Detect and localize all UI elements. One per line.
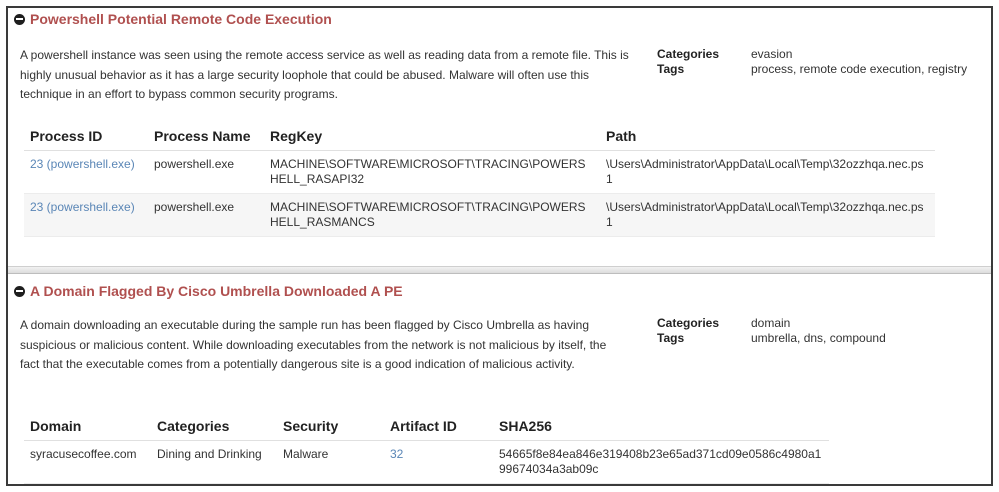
table-row [24, 194, 935, 237]
minus-circle-icon[interactable] [14, 14, 25, 25]
tags-value: umbrella, dns, compound [751, 331, 886, 345]
section-description: A powershell instance was seen using the remote access service as well as reading data from a remote file. This is highly unusual behavior as it has a large security loophole that could be abused. Malware will often use this technique in an effort to bypass common security programs. [20, 48, 629, 101]
security-cell: Malware [277, 441, 384, 484]
artifact-id-link[interactable]: 32 [390, 447, 404, 461]
section-title: A Domain Flagged By Cisco Umbrella Downloaded A PE [30, 283, 403, 299]
tags-label: Tags [657, 62, 685, 76]
table-row [24, 441, 829, 484]
column-header: Process ID [24, 121, 148, 151]
section-divider [8, 266, 991, 274]
table-header-row [24, 121, 935, 151]
tags-value: process, remote code execution, registry [751, 62, 968, 76]
process-table [24, 121, 935, 237]
minus-circle-icon[interactable] [14, 286, 25, 297]
column-header: SHA256 [493, 411, 829, 441]
categories-value: domain [751, 316, 791, 330]
domain-table [24, 411, 829, 484]
column-header: Security [277, 411, 384, 441]
table-row [24, 151, 935, 194]
section-description: A domain downloading an executable during the sample run has been flagged by Cisco Umbrella as having suspicious or malicious content. While downloading executables from the network is not malicious by itself, the fact that the executable comes from a potentially dangerous site is a good indication of malicious activity. [20, 318, 607, 371]
categories-cell: Dining and Drinking [151, 441, 277, 484]
categories-value: evasion [751, 47, 793, 61]
path-cell: \Users\Administrator\AppData\Local\Temp\32ozzhqa.nec.ps1 [600, 194, 935, 237]
process-id-link[interactable]: 23 (powershell.exe) [30, 157, 135, 171]
process-name-cell: powershell.exe [148, 151, 264, 194]
section-meta [657, 47, 967, 77]
column-header: Artifact ID [384, 411, 493, 441]
column-header: Process Name [148, 121, 264, 151]
report-frame [6, 6, 993, 486]
domain-cell: syracusecoffee.com [24, 441, 151, 484]
section-header[interactable] [14, 283, 403, 299]
section-title: Powershell Potential Remote Code Execution [30, 11, 332, 27]
section-umbrella-domain [8, 274, 991, 484]
section-header[interactable] [14, 11, 332, 27]
column-header: Categories [151, 411, 277, 441]
column-header: Domain [24, 411, 151, 441]
categories-label: Categories [657, 47, 720, 61]
section-meta [657, 316, 886, 346]
table-header-row [24, 411, 829, 441]
process-name-cell: powershell.exe [148, 194, 264, 237]
column-header: RegKey [264, 121, 600, 151]
process-id-link[interactable]: 23 (powershell.exe) [30, 200, 135, 214]
tags-label: Tags [657, 331, 685, 345]
regkey-cell: MACHINE\SOFTWARE\MICROSOFT\TRACING\POWERSHELL_RASAPI32 [264, 151, 600, 194]
regkey-cell: MACHINE\SOFTWARE\MICROSOFT\TRACING\POWERSHELL_RASMANCS [264, 194, 600, 237]
column-header: Path [600, 121, 935, 151]
categories-label: Categories [657, 316, 720, 330]
sha256-cell: 54665f8e84ea846e319408b23e65ad371cd09e0586c4980a199674034a3ab09c [493, 441, 829, 484]
path-cell: \Users\Administrator\AppData\Local\Temp\32ozzhqa.nec.ps1 [600, 151, 935, 194]
section-powershell-rce [8, 8, 991, 266]
